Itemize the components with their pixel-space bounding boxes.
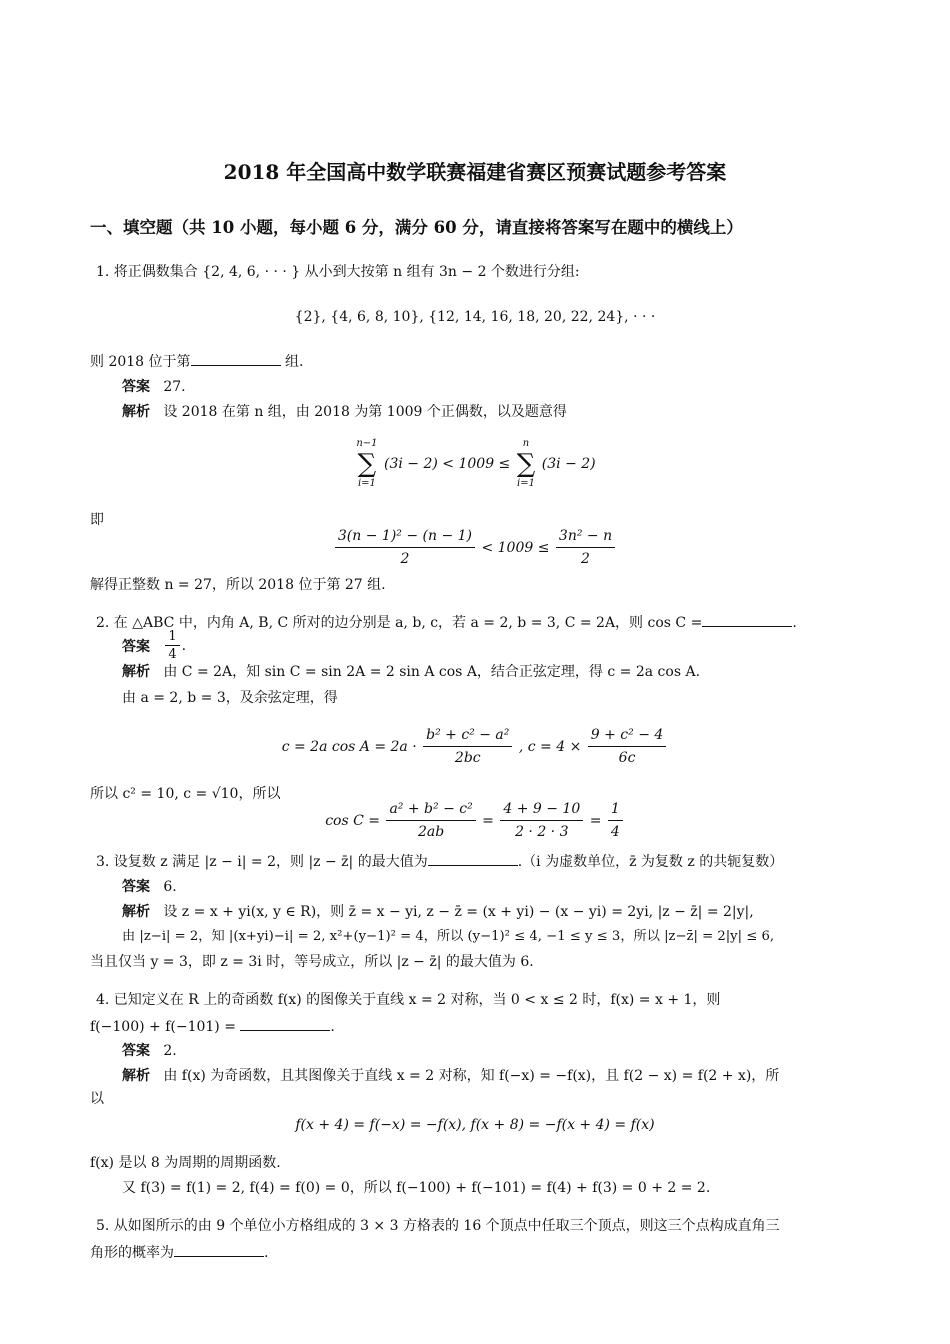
q1-question-post: 组.: [284, 354, 304, 370]
q1-answer-value: 27.: [163, 379, 186, 395]
q2-solution-2: 由 a = 2, b = 3，及余弦定理，得: [122, 690, 338, 706]
q1-conclusion: 解得正整数 n = 27，所以 2018 位于第 27 组.: [90, 577, 386, 593]
q4-solution-3: 又 f(3) = f(1) = 2, f(4) = f(0) = 0，所以 f(−100) + f(−101) = f(4) + f(3) = 0 + 2 = 2.: [122, 1180, 711, 1196]
q1-groups: {2}, {4, 6, 8, 10}, {12, 14, 16, 18, 20, 22, 24}, · · ·: [294, 309, 656, 325]
q2-solution: 解析 由 C = 2A，知 sin C = sin 2A = 2 sin A cos A，结合正弦定理，得 c = 2a cos A.: [122, 664, 701, 680]
q1-solution: [122, 402, 567, 422]
answer-label: 答案: [122, 1043, 150, 1059]
solution-label: 解析: [122, 404, 150, 420]
q4-stem: 4. 已知定义在 R 上的奇函数 f(x) 的图像关于直线 x = 2 对称，当 0 < x ≤ 2 时，f(x) = x + 1，则: [96, 992, 721, 1008]
answer-label: 答案: [122, 638, 150, 655]
q4-answer: 答案 2.: [122, 1043, 177, 1059]
section-heading: 一、填空题（共 10 小题，每小题 6 分，满分 60 分，请直接将答案写在题中的横线上）: [90, 218, 743, 237]
q1-question: [90, 350, 303, 372]
q5-stem: 5. 从如图所示的由 9 个单位小方格组成的 3 × 3 方格表的 16 个顶点中任取三个顶点，则这三个点构成直角三: [96, 1218, 780, 1234]
sum-symbol: n−1 ∑ i=1: [356, 438, 378, 489]
answer-blank: [174, 1241, 264, 1257]
answer-label: 答案: [122, 879, 150, 895]
q4-solution-1b: 以: [90, 1091, 104, 1107]
solution-label: 解析: [122, 904, 150, 920]
q2-stem: 2. 在 △ABC 中，内角 A, B, C 所对的边分别是 a, b, c，若 a = 2, b = 3, C = 2A，则 cos C = .: [96, 611, 797, 633]
q1-stem: 1. 将正偶数集合 {2, 4, 6, · · · } 从小到大按第 n 组有 3n − 2 个数进行分组:: [96, 264, 580, 280]
q1-question-pre: 则 2018 位于第: [90, 354, 191, 370]
q4-solution-2: f(x) 是以 8 为周期的周期函数.: [90, 1155, 281, 1171]
answer-blank: [702, 611, 792, 627]
q3-solution: 解析 设 z = x + yi(x, y ∈ R)，则 z̄ = x − yi, z − z̄ = (x + yi) − (x − yi) = 2yi, |z − z̄| = 2|y|,: [122, 904, 754, 920]
q1-answer: [122, 377, 186, 397]
answer-blank: [428, 850, 518, 866]
q4-equation: f(x + 4) = f(−x) = −f(x), f(x + 8) = −f(x + 4) = f(x): [295, 1117, 655, 1133]
q3-solution-3: 当且仅当 y = 3，即 z = 3i 时，等号成立，所以 |z − z̄| 的最大值为 6.: [90, 954, 534, 970]
q4-stem-2: f(−100) + f(−101) = .: [90, 1015, 335, 1037]
q2-answer: 答案 $\frac{1}{4}$ .: [122, 629, 187, 662]
solution-label: 解析: [122, 664, 150, 680]
answer-blank: [240, 1015, 330, 1031]
answer-label: 答案: [122, 379, 150, 395]
q1-frac-inequality: $\frac{\text{3(n − 1)² − (n − 1)}}{2}$ < 1009 ≤ $\frac{\text{3n² − n}}{2}$: [0, 525, 950, 570]
q1-ji: 即: [90, 512, 104, 528]
q2-solution-3: 所以 c² = 10, c = √10，所以: [90, 786, 281, 802]
q3-stem: 3. 设复数 z 满足 |z − i| = 2，则 |z − z̄| 的最大值为 .（i 为虚数单位，z̄ 为复数 z 的共轭复数）: [96, 850, 783, 872]
q4-solution: 解析 由 f(x) 为奇函数，且其图像关于直线 x = 2 对称，知 f(−x) = −f(x)，且 f(2 − x) = f(2 + x)，所: [122, 1068, 780, 1084]
answer-blank: [191, 350, 281, 366]
q3-solution-2: 由 |z−i| = 2，知 |(x+yi)−i| = 2, x²+(y−1)² = 4，所以 (y−1)² ≤ 4, −1 ≤ y ≤ 3，所以 |z−z̄| = 2|y| ≤ 6,: [122, 929, 775, 944]
sum-symbol: n ∑ i=1: [516, 438, 536, 489]
q2-equation-2: cos C = $\frac{\text{a² + b² − c²}}{2ab}$ = $\frac{4 + 9 - 10}{2 \cdot 2 \cdot 3}$ = $\frac{1}{4}$: [0, 798, 950, 843]
q1-solution-text: 设 2018 在第 n 组，由 2018 为第 1009 个正偶数，以及题意得: [163, 404, 567, 420]
solution-label: 解析: [122, 1068, 150, 1084]
q1-sum-inequality: n−1 ∑ i=1 (3i − 2) < 1009 ≤ n ∑ i=1 (3i − 2): [356, 438, 596, 489]
page-title: 2018 年全国高中数学联赛福建省赛区预赛试题参考答案: [223, 160, 727, 184]
q3-answer: 答案 6.: [122, 879, 177, 895]
q2-equation-1: c = 2a cos A = 2a · $\frac{\text{b² + c² − a²}}{2bc}$ , c = 4 × $\frac{\text{9 + c² − 4}}{6c}$: [0, 724, 950, 769]
q5-stem-2: 角形的概率为 .: [90, 1241, 268, 1263]
